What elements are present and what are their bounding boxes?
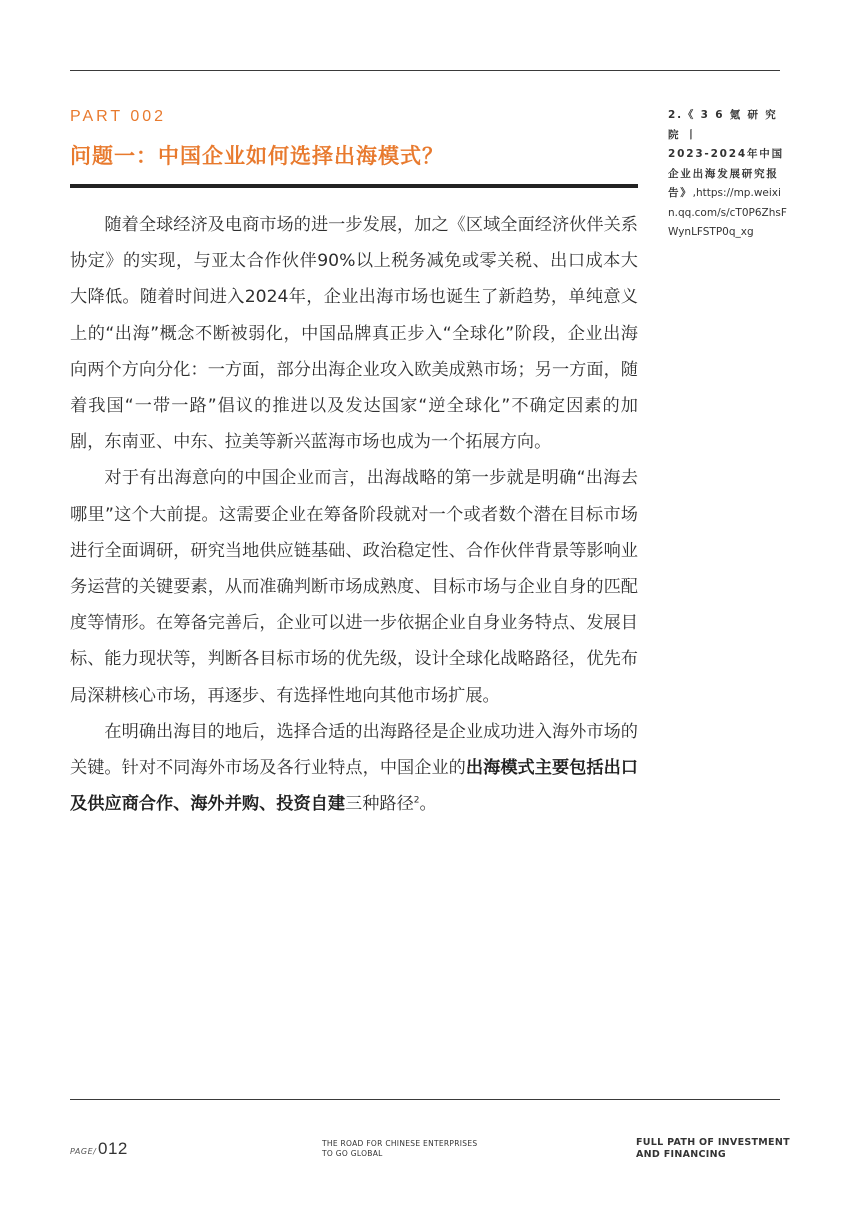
footer-chapter-title	[636, 1137, 790, 1161]
top-rule	[70, 70, 780, 71]
footnote-sidenote	[668, 106, 788, 243]
footer-series-title	[322, 1139, 477, 1159]
footer-series-line: THE ROAD FOR CHINESE ENTERPRISES	[322, 1139, 478, 1148]
part-label: PART 002	[70, 108, 167, 125]
page-number: 012	[98, 1139, 128, 1158]
paragraph-3	[70, 714, 638, 823]
footnote-title-line: 2023-2024年中国	[668, 148, 784, 160]
footnote-url: ,https://mp.weixin.qq.com/s/cT0P6ZhsFWynLFSTP0q_xg	[668, 187, 787, 238]
page-label: PAGE/	[70, 1147, 97, 1156]
footer-chapter-line: FULL PATH OF INVESTMENT	[636, 1137, 790, 1148]
footnote-title-line: 2.《 3 6 氪 研 究 院 丨	[668, 109, 778, 141]
footer-series-line: TO GO GLOBAL	[322, 1149, 383, 1158]
title-underline	[70, 184, 638, 188]
paragraph-3-end: 。	[419, 794, 437, 815]
paragraph-3-emphasis: 出海模式主要包括出口及供应商合作、海外并购、投资自建	[70, 758, 638, 815]
article-body	[70, 207, 638, 822]
footnote-marker: 2	[413, 795, 420, 806]
footnote-title-line: 企业出海发展研究报	[668, 167, 779, 180]
footnote-title-line: 告》	[668, 187, 693, 199]
paragraph-3-tail: 三种路径	[345, 794, 414, 815]
section-title: 问题一：中国企业如何选择出海模式？	[70, 144, 444, 168]
paragraph-2: 对于有出海意向的中国企业而言，出海战略的第一步就是明确“出海去哪里”这个大前提。这需要企业在筹备阶段就对一个或者数个潜在目标市场进行全面调研，研究当地供应链基础、政治稳定性、合作伙伴背景等影响业务运营的关键要素，从而准确判断市场成熟度、目标市场与企业自身的匹配度等情形。在筹备完善后，企业可以进一步依据企业自身业务特点、发展目标、能力现状等，判断各目标市场的优先级，设计全球化战略路径，优先布局深耕核心市场，再逐步、有选择性地向其他市场扩展。	[70, 468, 638, 706]
paragraph-3-lead: 在明确出海目的地后，选择合适的出海路径是企业成功进入海外市场的关键。针对不同海外市场及各行业特点，中国企业的	[70, 721, 638, 779]
footer-chapter-line: AND FINANCING	[636, 1149, 726, 1160]
paragraph-1: 随着全球经济及电商市场的进一步发展，加之《区域全面经济伙伴关系协定》的实现，与亚太合作伙伴90%以上税务减免或零关税、出口成本大大降低。随着时间进入2024年，企业出海市场也诞生了新趋势，单纯意义上的“出海”概念不断被弱化，中国品牌真正步入“全球化”阶段，企业出海向两个方向分化：一方面，部分出海企业攻入欧美成熟市场；另一方面，随着我国“一带一路”倡议的推进以及发达国家“逆全球化”不确定因素的加剧，东南亚、中东、拉美等新兴蓝海市场也成为一个拓展方向。	[70, 215, 638, 453]
bottom-rule	[70, 1099, 780, 1100]
